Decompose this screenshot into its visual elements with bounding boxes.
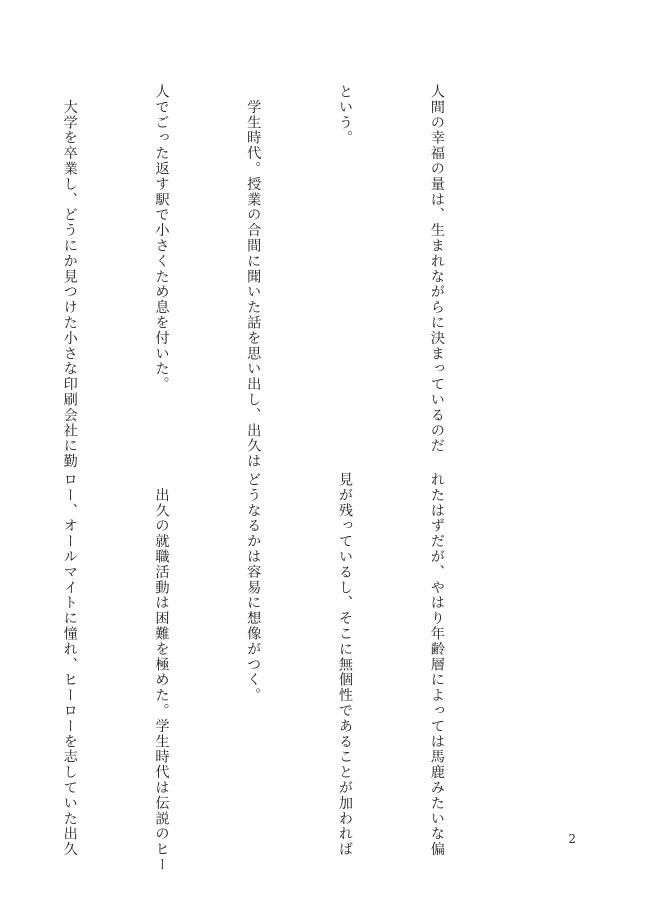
page-number: 2: [568, 832, 576, 846]
text-block-top: [0, 84, 513, 469]
text-line: という。: [337, 84, 354, 146]
text-line: どうなるかは容易に想像がつく。: [245, 472, 262, 703]
text-line: 人間の幸福の量は、生まれながらに決まっているのだ: [428, 84, 445, 454]
text-line: 見が残っているし、そこに無個性であることが加われば: [337, 472, 354, 857]
text-line: れたはずだが、やはり年齢層によっては馬鹿みたいな偏: [428, 472, 445, 857]
text-line: 人でごった返す駅で小さくため息を付いた。: [153, 84, 170, 392]
text-line: 学生時代。授業の合間に聞いた話を思い出し、出久は: [245, 84, 262, 469]
text-line: ロー、オールマイトに憧れ、ヒーローを志していた出久: [61, 472, 78, 857]
text-block-bottom: [0, 472, 513, 873]
text-line: 大学を卒業し、どうにか見つけた小さな印刷会社に勤: [61, 84, 78, 469]
text-line: 出久の就職活動は困難を極めた。学生時代は伝説のヒー: [153, 472, 170, 873]
